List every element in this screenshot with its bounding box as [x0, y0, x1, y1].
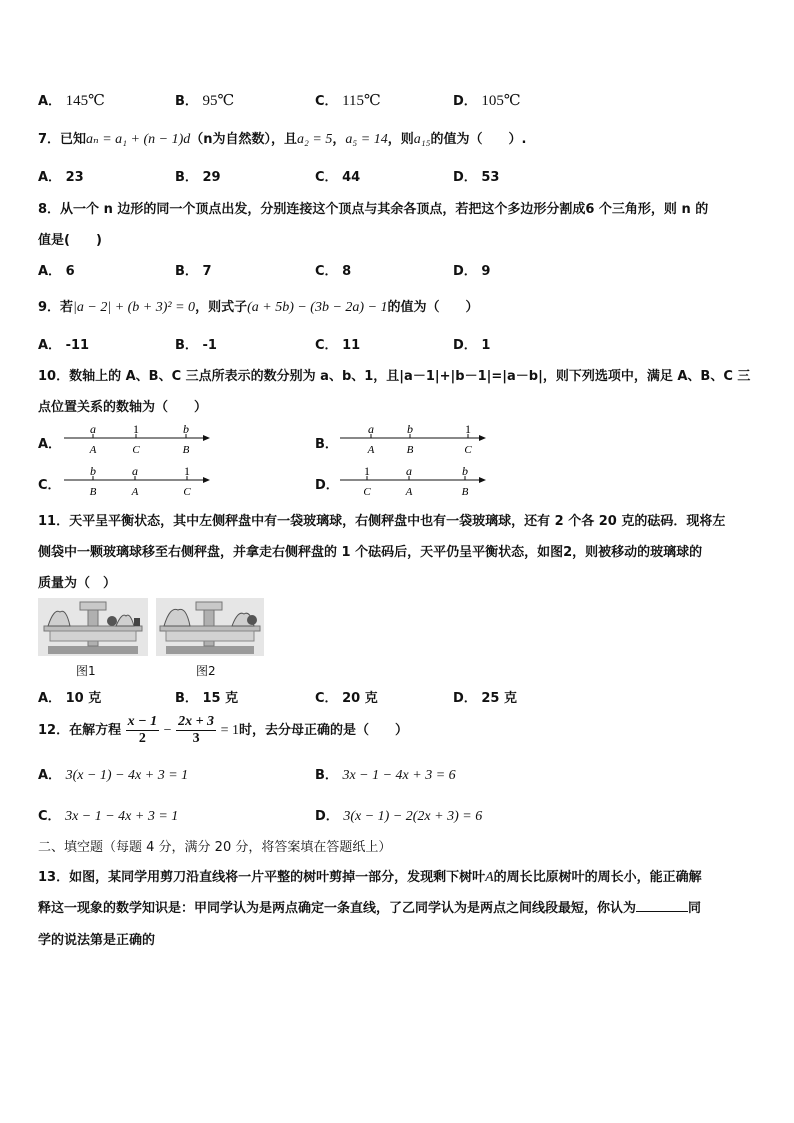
q10-b-top-3: 1: [465, 422, 471, 436]
q10-option-c-label: C．: [38, 478, 61, 493]
q10-b-bottom-2: B: [406, 444, 414, 456]
q10-d-bottom-2: A: [405, 486, 413, 498]
q6-option-c: C． 115℃: [315, 93, 381, 109]
figure-2-caption: 图2: [196, 664, 216, 678]
q7-option-b: B． 29: [175, 170, 221, 185]
q10-b-top-1: a: [368, 422, 374, 436]
q11-stem-line2: 侧袋中一颗玻璃球移至右侧秤盘，并拿走右侧秤盘的 1 个砝码后，天平仍呈平衡状态，如图2，则被移动的玻璃球的: [38, 545, 703, 560]
q11-stem-line3: 质量为（ ）: [38, 576, 117, 591]
q8-option-a: A． 6: [38, 264, 75, 279]
q10-numberline-b: [338, 422, 488, 458]
q10-c-top-1: b: [90, 464, 96, 478]
q10-b-top-2: b: [407, 422, 413, 436]
figure-1-caption: 图1: [76, 664, 96, 678]
q8-stem-line2: 值是( ): [38, 233, 102, 248]
q10-a-top-3: b: [183, 422, 189, 436]
q10-numberline-d: [338, 464, 488, 500]
q9-option-b: B． -1: [175, 338, 217, 353]
q8-option-c: C． 8: [315, 264, 352, 279]
q10-c-top-2: a: [132, 464, 138, 478]
q8-option-b: B． 7: [175, 264, 212, 279]
q10-b-bottom-1: A: [367, 444, 375, 456]
q12-stem: 12．在解方程 $\frac{x - 1}{2}$ − $\frac{2x + 3}{3}$ = 1时，去分母正确的是（ ）: [38, 714, 409, 746]
q7-option-a: A． 23: [38, 170, 84, 185]
q13-stem-line3: 学的说法第是正确的: [38, 933, 156, 948]
q10-numberline-c: [62, 464, 212, 500]
q7-stem: 7．已知aₙ = a₁ + (n − 1)d（n为自然数），且a₂ = 5，a₅ = 14，则a₁₅的值为（ ）.: [38, 132, 527, 147]
q9-option-a: A． -11: [38, 338, 90, 353]
q10-d-top-1: 1: [364, 464, 370, 478]
q9-option-d: D． 1: [453, 338, 491, 353]
q12-option-c: C． 3x − 1 − 4x + 3 = 1: [38, 809, 179, 824]
q12-fraction-2: $\frac{2x + 3}{3}$: [178, 714, 215, 746]
q10-c-bottom-3: C: [183, 486, 191, 498]
q10-stem-line2: 点位置关系的数轴为（ ）: [38, 400, 208, 415]
q10-option-a-label: A．: [38, 437, 62, 452]
section-heading-fill-in: 二、填空题（每题 4 分，满分 20 分，将答案填在答题纸上）: [38, 840, 392, 855]
q13-answer-blank[interactable]: [636, 899, 688, 912]
q8-stem-line1: 8．从一个 n 边形的同一个顶点出发，分别连接这个顶点与其余各顶点，若把这个多边形分割成6 个三角形，则 n 的: [38, 202, 709, 217]
q10-a-bottom-2: C: [132, 444, 140, 456]
q7-option-d: D． 53: [453, 170, 500, 185]
q11-stem-line1: 11．天平呈平衡状态，其中左侧秤盘中有一袋玻璃球，右侧秤盘中也有一袋玻璃球，还有 2 个各 20 克的砝码．现将左: [38, 514, 726, 529]
balance-figure-2: [156, 598, 264, 656]
q10-c-bottom-2: A: [131, 486, 139, 498]
q10-d-top-3: b: [462, 464, 468, 478]
q11-option-c: C． 20 克: [315, 691, 378, 706]
q10-b-bottom-3: C: [464, 444, 472, 456]
q11-option-d: D． 25 克: [453, 691, 517, 706]
q12-option-a: A． 3(x − 1) − 4x + 3 = 1: [38, 768, 189, 783]
q11-option-b: B． 15 克: [175, 691, 239, 706]
q10-c-bottom-1: B: [89, 486, 97, 498]
q10-a-bottom-1: A: [89, 444, 97, 456]
q10-a-top-2: 1: [133, 422, 139, 436]
q10-d-top-2: a: [406, 464, 412, 478]
balance-figure-1: [38, 598, 148, 656]
q6-option-d: D． 105℃: [453, 93, 521, 109]
q13-stem-line1: 13．如图，某同学用剪刀沿直线将一片平整的树叶剪掉一部分，发现剩下树叶A的周长比原树叶的周长小，能正确解: [38, 870, 702, 885]
q10-stem-line1: 10．数轴上的 A、B、C 三点所表示的数分别为 a、b、1，且|a－1|+|b－1|=|a－b|，则下列选项中，满足 A、B、C 三: [38, 369, 751, 384]
q10-option-b-label: B．: [315, 437, 338, 452]
q13-stem-line2: 释这一现象的数学知识是：甲同学认为是两点确定一条直线，了乙同学认为是两点之间线段最短，你认为 同: [38, 901, 702, 916]
q12-option-d: D． 3(x − 1) − 2(2x + 3) = 6: [315, 809, 483, 824]
q8-option-d: D． 9: [453, 264, 491, 279]
q9-option-c: C． 11: [315, 338, 361, 353]
q11-option-a: A． 10 克: [38, 691, 102, 706]
q10-option-d-label: D．: [315, 478, 339, 493]
q10-numberline-a: [62, 422, 212, 458]
q7-option-c: C． 44: [315, 170, 361, 185]
q10-d-bottom-3: B: [461, 486, 469, 498]
q6-option-b: B． 95℃: [175, 93, 235, 109]
q12-option-b: B． 3x − 1 − 4x + 3 = 6: [315, 768, 456, 783]
q10-d-bottom-1: C: [363, 486, 371, 498]
q6-option-a: A． 145℃: [38, 93, 105, 109]
q10-c-top-3: 1: [184, 464, 190, 478]
q9-stem: 9．若|a − 2| + (b + 3)² = 0，则式子(a + 5b) − (3b − 2a) − 1的值为（ ）: [38, 300, 479, 315]
q10-a-bottom-3: B: [182, 444, 190, 456]
q10-a-top-1: a: [90, 422, 96, 436]
q12-fraction-1: $\frac{x - 1}{2}$: [127, 714, 158, 746]
